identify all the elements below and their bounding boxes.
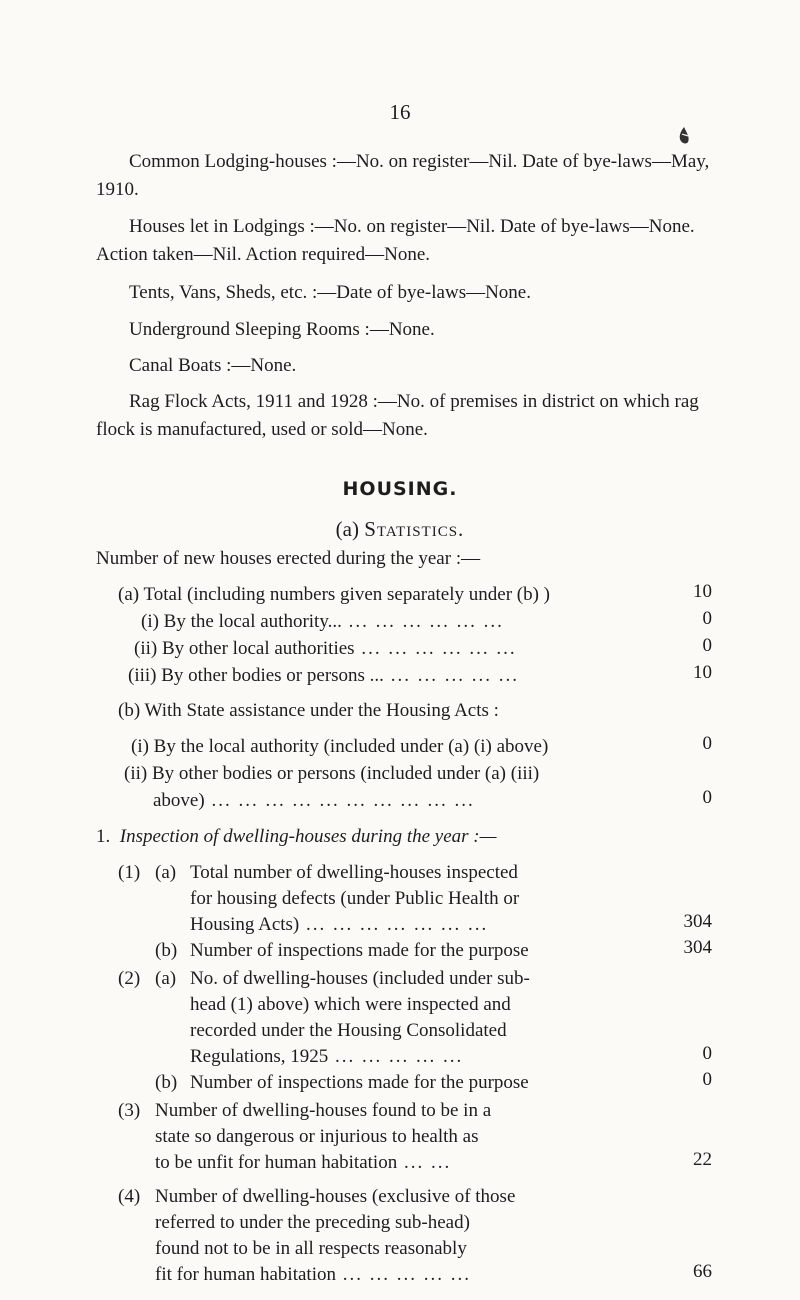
i2a-line2: head (1) above) which were inspected and bbox=[190, 994, 511, 1015]
a-ii-leaders: ... ... ... ... ... ... bbox=[354, 638, 517, 659]
i4-number: (4) bbox=[118, 1186, 141, 1207]
page-number: 16 bbox=[389, 100, 411, 124]
b-ii-value: 0 bbox=[702, 787, 712, 808]
i1a-line3-row bbox=[190, 911, 488, 938]
i3-leaders: ... ... bbox=[397, 1152, 452, 1173]
b-i-value: 0 bbox=[702, 733, 712, 754]
inspection-number: 1. bbox=[96, 826, 111, 847]
a-total-value: 10 bbox=[693, 581, 712, 602]
i3-value: 22 bbox=[693, 1149, 712, 1170]
a-ii-label: (ii) By other local authorities bbox=[134, 638, 355, 659]
i1a-line2: for housing defects (under Public Health or bbox=[190, 888, 520, 909]
new-houses-intro: Number of new houses erected during the year :— bbox=[96, 548, 481, 569]
housing-heading: HOUSING. bbox=[342, 478, 458, 500]
i1b-sub: (b) bbox=[155, 940, 178, 961]
i2a-line3: recorded under the Housing Consolidated bbox=[190, 1020, 507, 1041]
a-total-label: (a) Total (including numbers given separately under (b) ) bbox=[118, 584, 551, 605]
a-iii-label: (iii) By other bodies or persons ... bbox=[128, 665, 384, 686]
inspection-heading bbox=[96, 823, 497, 850]
b-i-label: (i) By the local authority (included under (a) (i) above) bbox=[131, 736, 549, 757]
i1b-text: Number of inspections made for the purpose bbox=[190, 940, 529, 961]
a-iii-leaders: ... ... ... ... ... bbox=[383, 665, 519, 686]
i3-line1: Number of dwelling-houses found to be in a bbox=[155, 1100, 492, 1121]
b-ii-line2: above) bbox=[153, 790, 205, 811]
i4-line4: fit for human habitation bbox=[155, 1264, 336, 1285]
i3-line2: state so dangerous or injurious to health as bbox=[155, 1126, 479, 1147]
statistics-subheading bbox=[0, 517, 800, 542]
inspection-title: Inspection of dwelling-houses during the year :— bbox=[119, 826, 497, 847]
i2a-line4-row bbox=[190, 1043, 463, 1070]
i2b-text: Number of inspections made for the purpose bbox=[190, 1072, 529, 1093]
i4-line3: found not to be in all respects reasonably bbox=[155, 1238, 467, 1259]
common-lodging-houses-paragraph: Common Lodging-houses :—No. on register—Nil. Date of bye-laws—May, 1910. bbox=[96, 151, 710, 200]
a-ii-value: 0 bbox=[702, 635, 712, 656]
b-ii-line1: (ii) By other bodies or persons (included under (a) (iii) bbox=[124, 763, 540, 784]
i3-line3: to be unfit for human habitation bbox=[155, 1152, 398, 1173]
a-i-label: (i) By the local authority... bbox=[141, 611, 342, 632]
i1b-value: 304 bbox=[683, 937, 712, 958]
a-i-row bbox=[141, 608, 504, 635]
a-i-value: 0 bbox=[702, 608, 712, 629]
i2a-value: 0 bbox=[702, 1043, 712, 1064]
i2-number: (2) bbox=[118, 968, 141, 989]
b-head: (b) With State assistance under the Housing Acts : bbox=[118, 700, 499, 721]
ink-blot-mark bbox=[676, 126, 692, 148]
statistics-prefix: (a) bbox=[335, 517, 365, 541]
i4-leaders: ... ... ... ... ... bbox=[335, 1264, 471, 1285]
i4-line2: referred to under the preceding sub-head) bbox=[155, 1212, 470, 1233]
i4-line1: Number of dwelling-houses (exclusive of those bbox=[155, 1186, 516, 1207]
tents-vans-sheds-paragraph: Tents, Vans, Sheds, etc. :—Date of bye-laws—None. bbox=[129, 282, 531, 303]
i2a-leaders: ... ... ... ... ... bbox=[328, 1046, 464, 1067]
i1a-value: 304 bbox=[683, 911, 712, 932]
statistics-title: Statistics. bbox=[364, 517, 465, 541]
i1a-line3: Housing Acts) bbox=[190, 914, 300, 935]
i3-number: (3) bbox=[118, 1100, 141, 1121]
i1a-line1: Total number of dwelling-houses inspected bbox=[190, 862, 518, 883]
i4-value: 66 bbox=[693, 1261, 712, 1282]
i1-number: (1) bbox=[118, 862, 141, 883]
i2b-value: 0 bbox=[702, 1069, 712, 1090]
b-ii-line2-row bbox=[153, 787, 475, 814]
i2a-line1: No. of dwelling-houses (included under sub- bbox=[190, 968, 530, 989]
underground-sleeping-rooms-paragraph: Underground Sleeping Rooms :—None. bbox=[129, 319, 435, 340]
a-ii-row bbox=[134, 635, 517, 662]
a-iii-value: 10 bbox=[693, 662, 712, 683]
i3-line3-row bbox=[155, 1149, 451, 1176]
canal-boats-paragraph: Canal Boats :—None. bbox=[129, 355, 297, 376]
rag-flock-acts-paragraph: Rag Flock Acts, 1911 and 1928 :—No. of premises in district on which rag flock is manufactured, used or sold—None. bbox=[96, 391, 699, 440]
b-ii-leaders: ... ... ... ... ... ... ... ... ... ... bbox=[204, 790, 475, 811]
i2b-sub: (b) bbox=[155, 1072, 178, 1093]
i1a-sub: (a) bbox=[155, 862, 177, 883]
i2a-line4: Regulations, 1925 bbox=[190, 1046, 329, 1067]
a-i-leaders: ... ... ... ... ... ... bbox=[341, 611, 504, 632]
a-iii-row bbox=[128, 662, 519, 689]
houses-let-in-lodgings-paragraph: Houses let in Lodgings :—No. on register—Nil. Date of bye-laws—None. Action taken—Nil. Action required—None. bbox=[96, 216, 695, 265]
i4-line4-row bbox=[155, 1261, 471, 1288]
i1a-leaders: ... ... ... ... ... ... ... bbox=[299, 914, 489, 935]
i2a-sub: (a) bbox=[155, 968, 177, 989]
